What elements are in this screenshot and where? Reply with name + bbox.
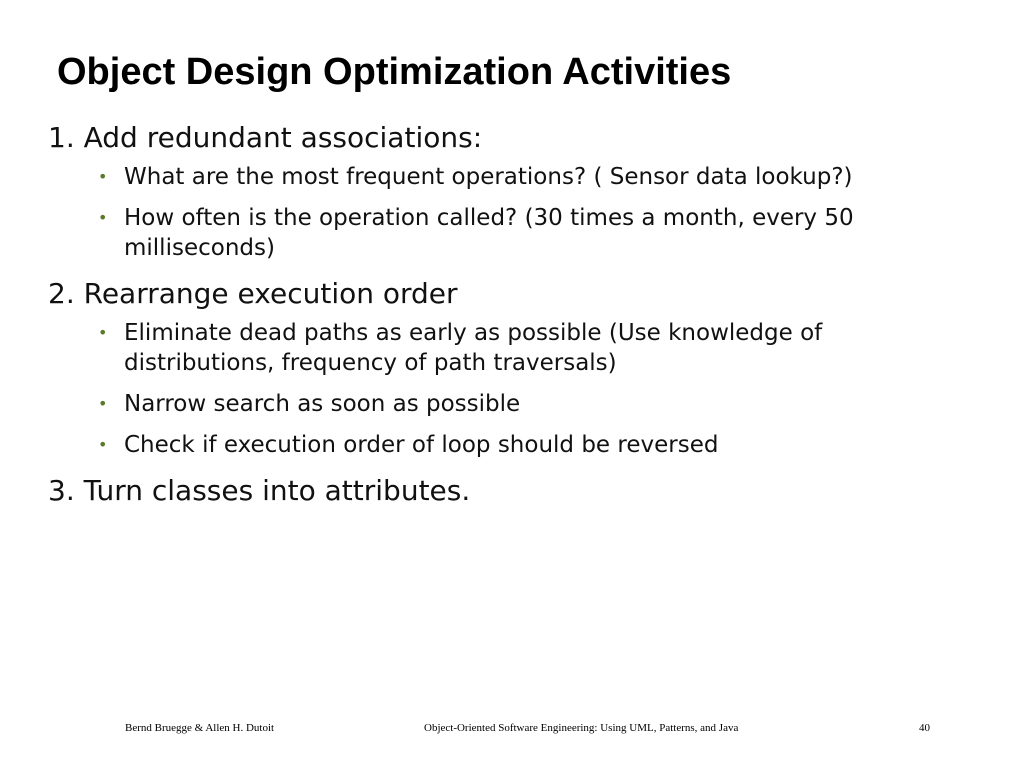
slide-body: [48, 118, 978, 511]
section-1-bullets: [48, 162, 978, 263]
bullet-text: How often is the operation called? (30 times a month, every 50 milliseconds): [124, 205, 854, 261]
bullet-text: What are the most frequent operations? ( Sensor data lookup?): [124, 164, 853, 190]
bullet-icon: •: [98, 394, 108, 413]
bullet-icon: •: [98, 167, 108, 186]
list-item: [48, 203, 978, 263]
footer-authors: Bernd Bruegge & Allen H. Dutoit: [125, 722, 275, 734]
bullet-text: Check if execution order of loop should be reversed: [124, 432, 719, 458]
section-heading-2: 2. Rearrange execution order: [48, 277, 458, 310]
footer-book-title: Object-Oriented Software Engineering: Using UML, Patterns, and Java: [424, 722, 739, 734]
section-heading-3: 3. Turn classes into attributes.: [48, 474, 471, 507]
bullet-icon: •: [98, 435, 108, 454]
bullet-text: Narrow search as soon as possible: [124, 391, 521, 417]
slide-title: Object Design Optimization Activities: [57, 51, 732, 93]
bullet-icon: •: [98, 208, 108, 227]
section-2-bullets: [48, 318, 978, 460]
footer-page-number: 40: [919, 722, 930, 734]
list-item: [48, 162, 978, 192]
bullet-icon: •: [98, 323, 108, 342]
list-item: [48, 389, 978, 419]
list-item: [48, 430, 978, 460]
section-heading-1: 1. Add redundant associations:: [48, 121, 483, 154]
list-item: [48, 318, 978, 378]
bullet-text: Eliminate dead paths as early as possible (Use knowledge of distributions, frequency of path traversals): [124, 320, 823, 376]
